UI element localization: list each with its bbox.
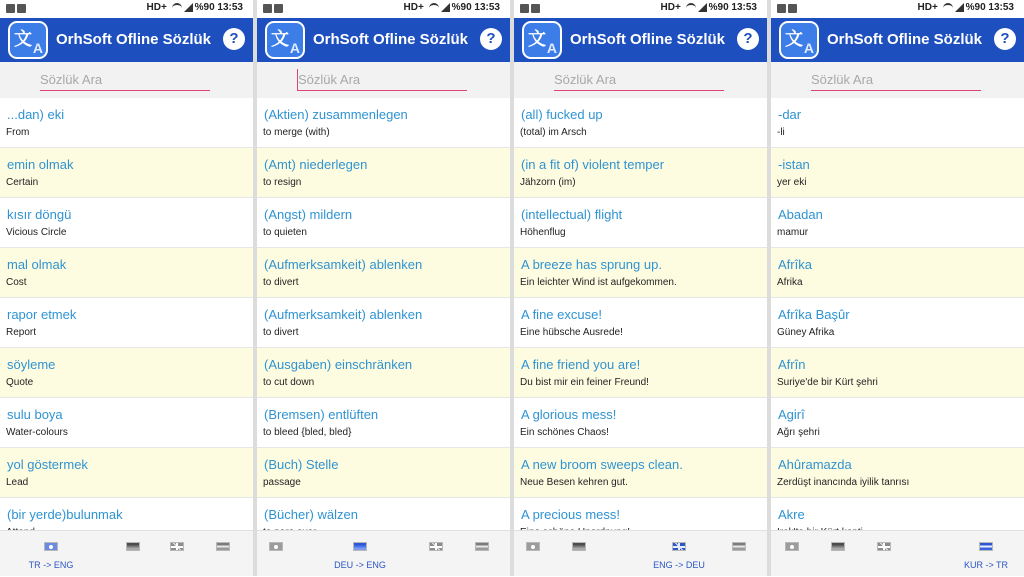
nav-label: TR -> ENG [28, 560, 74, 570]
nav-kur-tr[interactable] [475, 531, 489, 577]
bottom-nav [257, 530, 510, 576]
bottom-nav [771, 530, 1024, 576]
app-bar [771, 18, 1024, 62]
wifi-icon [686, 3, 696, 11]
search-bar [771, 62, 1024, 98]
help-icon[interactable]: ? [737, 28, 759, 50]
nav-deu-eng[interactable] [126, 531, 140, 577]
entry-meaning: Ein schönes Chaos! [520, 427, 609, 438]
entry-word: A precious mess! [521, 507, 620, 522]
nav-eng-deu[interactable] [429, 531, 443, 577]
entry-meaning: Eine hübsche Ausrede! [520, 327, 623, 338]
list-item[interactable] [771, 348, 1024, 398]
entry-word: Afrîn [778, 357, 806, 372]
entry-meaning: to divert [263, 327, 299, 338]
bottom-nav [514, 530, 767, 576]
battery-level: %90 [708, 2, 729, 13]
translate-logo-icon: 文 A [779, 21, 819, 59]
kurdistan-flag-icon [475, 542, 489, 551]
status-right [918, 2, 1014, 13]
grid-icon [17, 4, 26, 13]
list-item[interactable] [771, 448, 1024, 498]
list-item[interactable] [257, 248, 510, 298]
gallery-icon [520, 4, 529, 13]
entry-word: A glorious mess! [521, 407, 617, 422]
entry-meaning: Du bist mir ein feiner Freund! [520, 377, 649, 388]
uk-flag-icon [429, 542, 443, 551]
entry-list[interactable] [257, 98, 510, 530]
entry-meaning: -li [777, 127, 785, 138]
nav-tr-eng[interactable] [526, 531, 540, 577]
search-bar [514, 62, 767, 98]
signal-icon [955, 3, 964, 12]
entry-meaning: to resign [263, 177, 302, 188]
entry-list[interactable] [771, 98, 1024, 530]
entry-meaning: Suriye'de bir Kürt şehri [777, 377, 878, 388]
list-item[interactable] [257, 98, 510, 148]
battery-level: %90 [194, 2, 215, 13]
entry-word: (Amt) niederlegen [264, 157, 368, 172]
list-item[interactable] [771, 298, 1024, 348]
entry-meaning: Cost [6, 277, 27, 288]
list-item[interactable] [0, 298, 253, 348]
app-title: OrhSoft Ofline Sözlük [570, 31, 726, 48]
search-input[interactable] [297, 69, 467, 91]
entry-meaning: Report [6, 327, 37, 338]
help-icon[interactable]: ? [223, 28, 245, 50]
phone-screen-3 [514, 0, 767, 576]
kurdistan-flag-icon [216, 542, 230, 551]
signal-icon [184, 3, 193, 12]
nav-eng-deu[interactable] [877, 531, 891, 577]
list-item[interactable] [514, 298, 767, 348]
wifi-icon [429, 3, 439, 11]
entry-word: emin olmak [7, 157, 74, 172]
entry-word: Abadan [778, 207, 823, 222]
entry-word: (Buch) Stelle [264, 457, 339, 472]
list-item[interactable] [0, 398, 253, 448]
turkey-flag-icon [269, 542, 283, 551]
phone-screen-2 [257, 0, 510, 576]
app-bar [0, 18, 253, 62]
entry-meaning: Lead [6, 477, 29, 488]
wifi-icon [943, 3, 953, 11]
clock: 13:53 [474, 2, 500, 13]
network-type: HD+ [917, 2, 938, 13]
nav-label: DEU -> ENG [334, 560, 386, 570]
nav-deu-eng[interactable] [572, 531, 586, 577]
list-item[interactable] [0, 448, 253, 498]
list-item[interactable] [0, 198, 253, 248]
entry-word: mal olmak [7, 257, 67, 272]
entry-meaning: Höhenflug [520, 227, 566, 238]
entry-word: A new broom sweeps clean. [521, 457, 683, 472]
status-bar [257, 0, 510, 18]
entry-word: (Angst) mildern [264, 207, 353, 222]
entry-meaning: (total) im Arsch [520, 127, 587, 138]
phone-screen-1 [0, 0, 253, 576]
nav-eng-deu[interactable] [644, 531, 714, 577]
clock: 13:53 [217, 2, 243, 13]
search-input[interactable] [811, 69, 981, 91]
gallery-icon [6, 4, 15, 13]
uk-flag-icon [672, 542, 686, 551]
list-item[interactable] [0, 348, 253, 398]
list-item[interactable] [771, 398, 1024, 448]
nav-tr-eng[interactable] [16, 531, 86, 577]
list-item[interactable] [514, 398, 767, 448]
entry-word: sulu boya [7, 407, 63, 422]
entry-word: (Aufmerksamkeit) ablenken [264, 257, 423, 272]
status-right [661, 2, 757, 13]
kurdistan-flag-icon [732, 542, 746, 551]
list-item[interactable] [514, 198, 767, 248]
entry-meaning: passage [263, 477, 301, 488]
entry-meaning: Ein leichter Wind ist aufgekommen. [520, 277, 677, 288]
entry-word: yol göstermek [7, 457, 88, 472]
list-item[interactable] [257, 398, 510, 448]
entry-word: -istan [778, 157, 810, 172]
entry-word: kısır döngü [7, 207, 72, 222]
gallery-icon [263, 4, 272, 13]
app-bar [514, 18, 767, 62]
entry-word: söyleme [7, 357, 56, 372]
battery-level: %90 [451, 2, 472, 13]
entry-word: (intellectual) flight [521, 207, 623, 222]
nav-label: ENG -> DEU [653, 560, 705, 570]
entry-meaning: to divert [263, 277, 299, 288]
grid-icon [531, 4, 540, 13]
uk-flag-icon [170, 542, 184, 551]
list-item[interactable] [257, 148, 510, 198]
entry-word: -dar [778, 107, 802, 122]
entry-list[interactable] [0, 98, 253, 530]
wifi-icon [172, 3, 182, 11]
translate-logo-icon: 文 A [522, 21, 562, 59]
germany-flag-icon [353, 542, 367, 551]
list-item[interactable] [514, 148, 767, 198]
list-item[interactable] [771, 198, 1024, 248]
entry-meaning: to merge (with) [263, 127, 330, 138]
nav-kur-tr[interactable] [951, 531, 1021, 577]
entry-list[interactable] [514, 98, 767, 530]
nav-label: KUR -> TR [963, 560, 1009, 570]
entry-word: (in a fit of) violent temper [521, 157, 665, 172]
list-item[interactable] [771, 248, 1024, 298]
network-type: HD+ [403, 2, 424, 13]
list-item[interactable] [771, 98, 1024, 148]
entry-meaning: Ağrı şehri [777, 427, 820, 438]
entry-meaning: to cut down [263, 377, 315, 388]
entry-meaning: yer eki [777, 177, 807, 188]
germany-flag-icon [831, 542, 845, 551]
bottom-nav [0, 530, 253, 576]
entry-word: (bir yerde)bulunmak [7, 507, 123, 522]
app-bar [257, 18, 510, 62]
entry-meaning: to bleed {bled, bled} [263, 427, 352, 438]
uk-flag-icon [877, 542, 891, 551]
app-title: OrhSoft Ofline Sözlük [56, 31, 212, 48]
turkey-flag-icon [785, 542, 799, 551]
list-item[interactable] [0, 148, 253, 198]
entry-meaning: Güney Afrika [777, 327, 835, 338]
entry-word: (Aktien) zusammenlegen [264, 107, 408, 122]
entry-word: Akre [778, 507, 805, 522]
nav-kur-tr[interactable] [732, 531, 746, 577]
grid-icon [788, 4, 797, 13]
help-icon[interactable]: ? [994, 28, 1016, 50]
status-bar [771, 0, 1024, 18]
entry-meaning: Water-colours [6, 427, 68, 438]
entry-meaning: Vicious Circle [6, 227, 67, 238]
translate-logo-icon: 文 A [8, 21, 48, 59]
entry-meaning: Quote [6, 377, 34, 388]
nav-tr-eng[interactable] [269, 531, 283, 577]
list-item[interactable] [257, 348, 510, 398]
entry-word: Afrîka [778, 257, 812, 272]
help-icon[interactable]: ? [480, 28, 502, 50]
search-bar [257, 62, 510, 98]
list-item[interactable] [0, 248, 253, 298]
germany-flag-icon [572, 542, 586, 551]
entry-word: (Bücher) wälzen [264, 507, 358, 522]
list-item[interactable] [771, 148, 1024, 198]
turkey-flag-icon [526, 542, 540, 551]
nav-deu-eng[interactable] [831, 531, 845, 577]
list-item[interactable] [257, 298, 510, 348]
grid-icon [274, 4, 283, 13]
app-title: OrhSoft Ofline Sözlük [827, 31, 983, 48]
list-item[interactable] [514, 348, 767, 398]
clock: 13:53 [988, 2, 1014, 13]
list-item[interactable] [257, 198, 510, 248]
status-bar [0, 0, 253, 18]
entry-meaning: Zerdüşt inancında iyilik tanrısı [777, 477, 910, 488]
entry-word: ...dan) eki [7, 107, 65, 122]
list-item[interactable] [257, 448, 510, 498]
app-title: OrhSoft Ofline Sözlük [313, 31, 469, 48]
nav-eng-deu[interactable] [170, 531, 184, 577]
status-bar [514, 0, 767, 18]
phone-screen-4 [771, 0, 1024, 576]
list-item[interactable] [514, 248, 767, 298]
entry-word: A fine excuse! [521, 307, 602, 322]
signal-icon [698, 3, 707, 12]
network-type: HD+ [660, 2, 681, 13]
entry-word: A breeze has sprung up. [521, 257, 662, 272]
kurdistan-flag-icon [979, 542, 993, 551]
entry-meaning: Afrika [777, 277, 803, 288]
search-input[interactable] [40, 69, 210, 91]
search-bar [0, 62, 253, 98]
entry-word: (all) fucked up [521, 107, 603, 122]
nav-deu-eng[interactable] [325, 531, 395, 577]
battery-level: %90 [965, 2, 986, 13]
entry-meaning: From [6, 127, 30, 138]
network-type: HD+ [146, 2, 167, 13]
entry-meaning: Certain [6, 177, 39, 188]
gallery-icon [777, 4, 786, 13]
entry-word: A fine friend you are! [521, 357, 641, 372]
entry-word: (Ausgaben) einschränken [264, 357, 413, 372]
entry-word: (Aufmerksamkeit) ablenken [264, 307, 423, 322]
translate-logo-icon: 文 A [265, 21, 305, 59]
status-right [404, 2, 500, 13]
entry-meaning: Jähzorn (im) [520, 177, 576, 188]
nav-kur-tr[interactable] [216, 531, 230, 577]
search-input[interactable] [554, 69, 724, 91]
status-right [147, 2, 243, 13]
entry-word: Ahûramazda [778, 457, 852, 472]
list-item[interactable] [514, 448, 767, 498]
list-item[interactable] [514, 98, 767, 148]
entry-word: Agirî [778, 407, 805, 422]
nav-tr-eng[interactable] [785, 531, 799, 577]
entry-meaning: Neue Besen kehren gut. [520, 477, 628, 488]
list-item[interactable] [0, 98, 253, 148]
entry-word: Afrîka Başûr [778, 307, 850, 322]
entry-word: (Bremsen) entlüften [264, 407, 379, 422]
turkey-flag-icon [44, 542, 58, 551]
signal-icon [441, 3, 450, 12]
clock: 13:53 [731, 2, 757, 13]
entry-word: rapor etmek [7, 307, 77, 322]
germany-flag-icon [126, 542, 140, 551]
entry-meaning: mamur [777, 227, 809, 238]
entry-meaning: to quieten [263, 227, 307, 238]
